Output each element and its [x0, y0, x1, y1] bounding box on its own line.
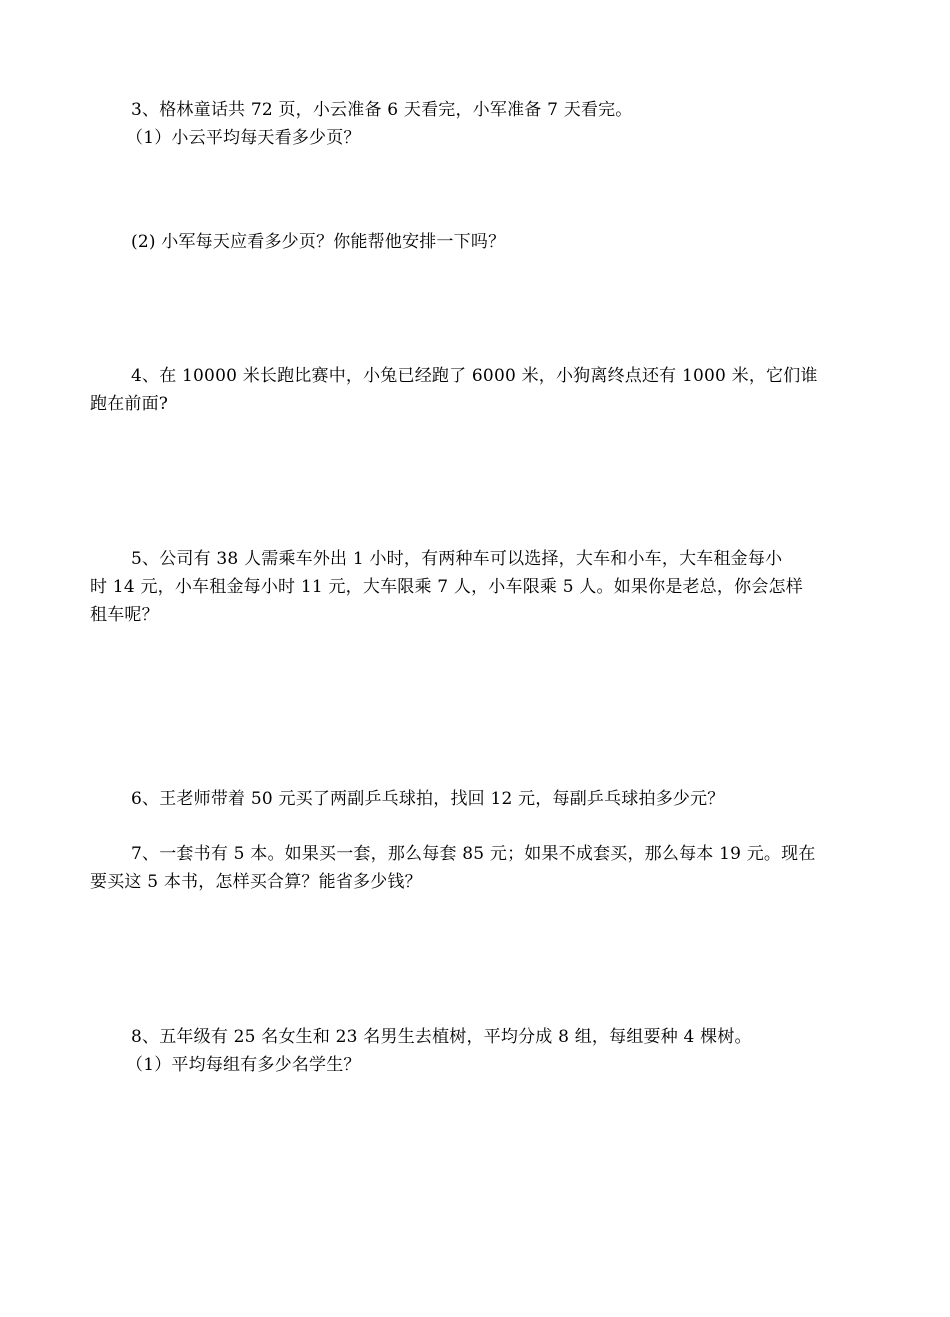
q5-line1: 5、公司有 38 人需乘车外出 1 小时，有两种车可以选择，大车和小车，大车租金每小 — [131, 549, 783, 569]
q3-sub2: (2) 小军每天应看多少页？你能帮他安排一下吗？ — [131, 232, 506, 252]
q8-sub1: （1）平均每组有多少名学生？ — [126, 1055, 361, 1075]
q7-line2: 要买这 5 本书，怎样买合算？能省多少钱？ — [90, 872, 422, 892]
q5-line3: 租车呢？ — [90, 605, 159, 625]
q3-sub1: （1）小云平均每天看多少页？ — [126, 128, 361, 148]
q4-line1: 4、在 10000 米长跑比赛中，小兔已经跑了 6000 米，小狗离终点还有 1000 米，它们谁 — [131, 366, 818, 386]
q5-line2: 时 14 元，小车租金每小时 11 元，大车限乘 7 人，小车限乘 5 人。如果你是老总，你会怎样 — [90, 577, 803, 597]
q3-stem: 3、格林童话共 72 页，小云准备 6 天看完，小军准备 7 天看完。 — [131, 100, 633, 120]
q6-line1: 6、王老师带着 50 元买了两副乒乓球拍，找回 12 元，每副乒乓球拍多少元？ — [131, 789, 725, 809]
q7-line1: 7、一套书有 5 本。如果买一套，那么每套 85 元；如果不成套买，那么每本 19 元。现在 — [131, 844, 816, 864]
q8-stem: 8、五年级有 25 名女生和 23 名男生去植树，平均分成 8 组，每组要种 4 棵树。 — [131, 1027, 752, 1047]
q4-line2: 跑在前面? — [90, 394, 169, 414]
